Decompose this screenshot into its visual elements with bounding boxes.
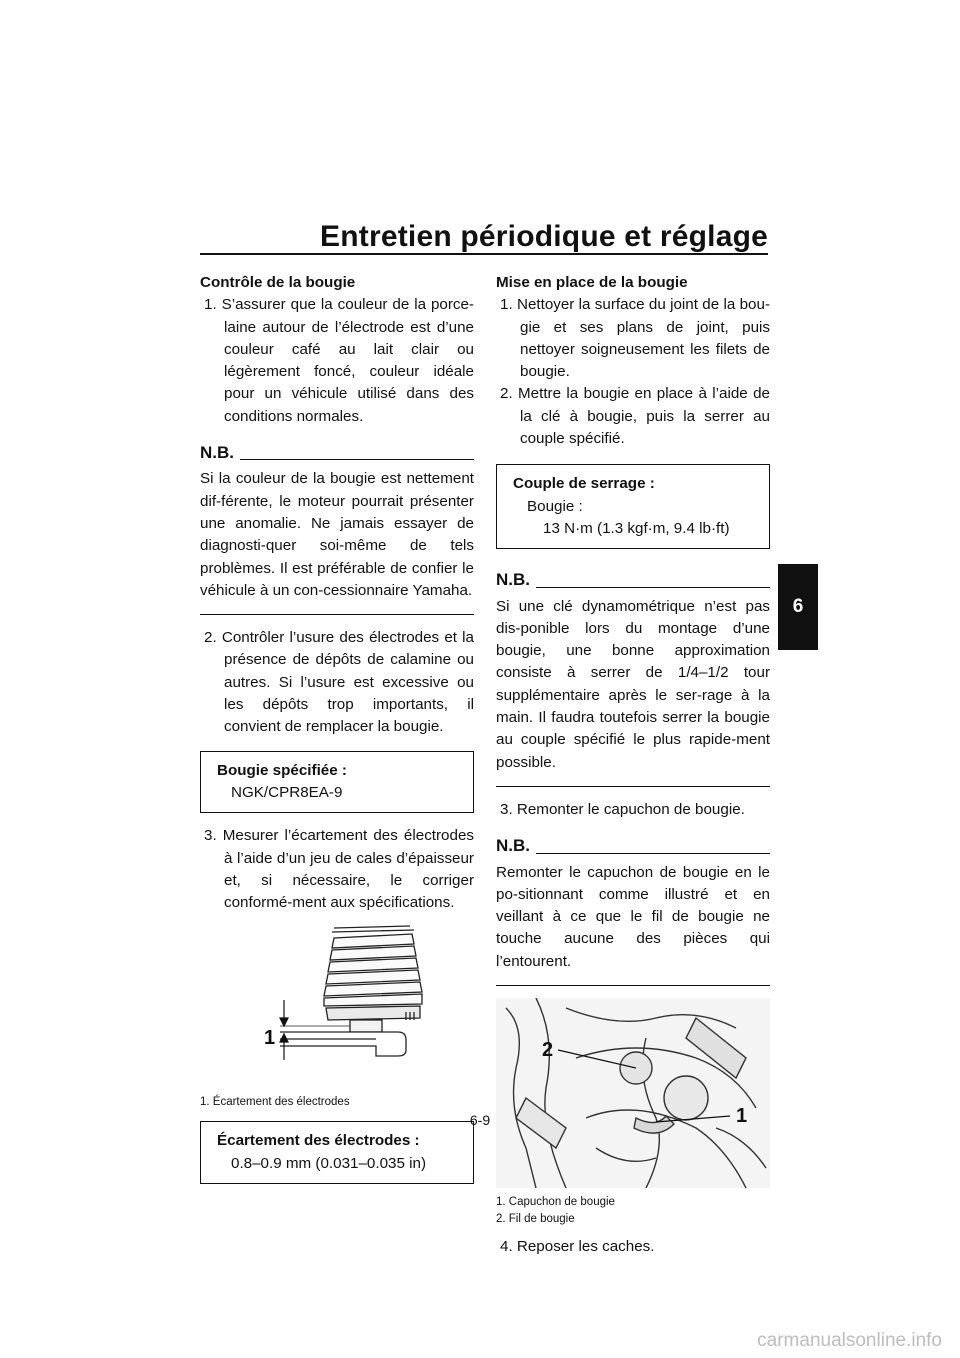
spec-item: Bougie : (527, 497, 583, 515)
install-step-3: 3. Remonter le capuchon de bougie. (500, 800, 745, 818)
nb-text: Remonter le capuchon de bougie en le po-sitionnant comme illustré et en veillant à ce que le fil de bougie ne touche aucune des pièces qui l’entourent. (496, 863, 770, 970)
nb-note-cap (496, 835, 770, 986)
spec-value: NGK/CPR8EA-9 (231, 783, 343, 801)
spec-label: Bougie spécifiée : (217, 761, 347, 779)
watermark: carmanualsonline.info (757, 1330, 942, 1351)
left-column (200, 272, 474, 1184)
nb-header (200, 442, 474, 464)
engine-photo-illustration (496, 998, 770, 1188)
page-number: 6-9 (469, 1112, 491, 1128)
nb-end-rule (496, 985, 770, 986)
page-title: Entretien périodique et réglage (320, 220, 768, 253)
figure-callout-1: 1 (264, 1027, 276, 1050)
chapter-tab: 6 (778, 564, 818, 650)
header-rule (200, 253, 768, 255)
spark-plug-thread-illustration (280, 926, 422, 1056)
install-step-2: 2. Mettre la bougie en place à l’aide de la clé à bougie, puis la serrer au couple spécifié. (500, 385, 770, 448)
photo-caption-2: 2. Fil de bougie (496, 1213, 575, 1226)
nb-header (496, 835, 770, 857)
photo-caption-1: 1. Capuchon de bougie (496, 1196, 615, 1209)
nb-text: Si la couleur de la bougie est nettement dif-férente, le moteur pourrait présenter une anomalie. Ne jamais essayer de diagnosti-quer soi-même de tels problèmes. Il est préférable de confier le véhicule à un con-cessionnaire Yamaha. (200, 470, 474, 599)
right-column (496, 272, 770, 1258)
check-step-2: 2. Contrôler l’usure des électrodes et la présence de dépôts de calamine ou autres. Si l’usure est excessive ou les dépôts trop importants, il convient de remplacer la bougie. (204, 629, 474, 736)
spec-box-torque (496, 464, 770, 549)
figure-caption: 1. Écartement des électrodes (200, 1096, 350, 1109)
photo-callout-1: 1 (736, 1105, 748, 1128)
spec-label: Couple de serrage : (513, 475, 655, 493)
nb-rule (536, 587, 770, 588)
nb-text: Si une clé dynamométrique n’est pas dis-ponible lors du montage d’une bougie, une bonne approximation consiste à serrer de 1/4–1/2 tour supplémentaire après le ser-rage à la main. Il faudra toutefois serrer la bougie au couple spécifié le plus rapide-ment possible. (496, 597, 770, 771)
nb-end-rule (496, 786, 770, 787)
spec-label: Écartement des électrodes : (217, 1132, 420, 1150)
spec-value: 13 N·m (1.3 kgf·m, 9.4 lb·ft) (543, 519, 730, 537)
check-step-3: 3. Mesurer l’écartement des électrodes à l’aide d’un jeu de cales d’épaisseur et, si nécessaire, le corriger conformé-ment aux spécifications. (204, 827, 474, 912)
nb-end-rule (200, 614, 474, 615)
section-title-check: Contrôle de la bougie (200, 274, 356, 291)
section-title-install: Mise en place de la bougie (496, 274, 688, 291)
gap-indicator-arrows (280, 1000, 288, 1060)
nb-rule (536, 853, 770, 854)
photo-callout-2: 2 (542, 1039, 554, 1062)
spec-value: 0.8–0.9 mm (0.031–0.035 in) (231, 1154, 427, 1172)
nb-label: N.B. (496, 836, 530, 856)
nb-header (496, 569, 770, 591)
check-step-1: 1. S’assurer que la couleur de la porce-laine autour de l’électrode est d’une couleur café au lait clair ou légèrement foncé, couleur idéale pour un véhicule utilisé dans des conditions normales. (204, 296, 474, 425)
spec-box-spark-plug (200, 751, 474, 814)
spark-plug-cap-photo (496, 998, 770, 1188)
spec-box-gap (200, 1121, 474, 1184)
nb-note-color (200, 442, 474, 615)
nb-label: N.B. (200, 443, 234, 463)
install-step-1: 1. Nettoyer la surface du joint de la bou-gie et ses plans de joint, puis nettoyer soigneusement les filets de bougie. (500, 296, 770, 381)
install-step-4: 4. Reposer les caches. (500, 1238, 655, 1256)
nb-rule (240, 459, 474, 460)
spark-plug-gap-diagram (200, 914, 474, 1094)
nb-note-torque (496, 569, 770, 787)
nb-label: N.B. (496, 570, 530, 590)
